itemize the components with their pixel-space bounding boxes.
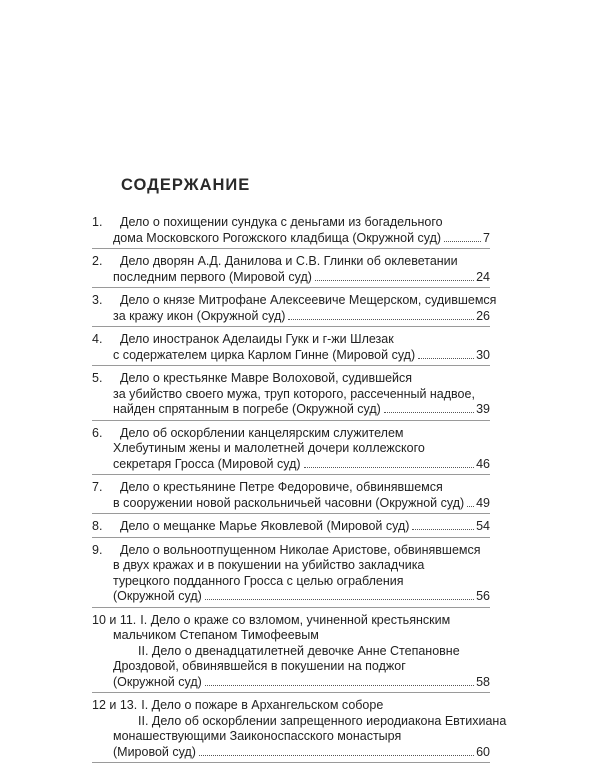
- entry-text: Дроздовой, обвинявшейся в покушении на поджог: [113, 659, 406, 673]
- page-number: 56: [476, 589, 490, 603]
- toc-entry-12-13[interactable]: [92, 698, 507, 763]
- entry-number: 1.: [92, 215, 103, 229]
- entry-number: 6.: [92, 425, 103, 440]
- entry-text: Дело об оскорблении канцелярским служителем: [120, 425, 404, 440]
- entry-text: монашествующими Заиконоспасского монастыря: [113, 729, 402, 743]
- entry-text: Дело о крестьянине Петре Федоровиче, обвинявшемся: [120, 480, 443, 494]
- page-number: 54: [476, 519, 490, 533]
- entry-number: 2.: [92, 254, 103, 268]
- leader-dots: [412, 529, 474, 530]
- entry-text: Дело о похищении сундука с деньгами из богадельного: [120, 215, 443, 229]
- entry-number: 3.: [92, 293, 103, 307]
- leader-dots: [199, 755, 474, 756]
- toc-entry-1[interactable]: [92, 215, 490, 249]
- entry-text: II. Дело об оскорблении запрещенного иеродиакона Евтихиана: [138, 713, 507, 728]
- entry-text: Хлебутиным жены и малолетней дочери коллежского: [113, 441, 425, 455]
- entry-text: I. Дело о пожаре в Архангельском соборе: [141, 698, 384, 712]
- entry-number: 9.: [92, 542, 103, 557]
- leader-dots: [418, 358, 474, 359]
- table-of-contents: [92, 215, 507, 768]
- page-number: 30: [476, 347, 490, 362]
- entry-text: с содержателем цирка Карлом Гинне (Мировой суд): [113, 347, 416, 362]
- page-number: 60: [476, 744, 490, 759]
- leader-dots: [384, 412, 474, 413]
- toc-entry-7[interactable]: [92, 480, 490, 514]
- entry-text: I. Дело о краже со взломом, учиненной крестьянским: [140, 612, 451, 627]
- entry-text: (Мировой суд): [113, 744, 196, 759]
- entry-text: Дело о крестьянке Мавре Волоховой, судившейся: [120, 371, 413, 385]
- leader-dots: [315, 280, 474, 281]
- page-number: 39: [476, 402, 490, 416]
- entry-number: 4.: [92, 332, 103, 346]
- leader-dots: [467, 506, 474, 507]
- page-number: 26: [476, 308, 490, 323]
- page-number: 7: [483, 230, 490, 245]
- entry-number: 10 и 11.: [92, 612, 137, 627]
- entry-number: 5.: [92, 371, 103, 385]
- entry-text: турецкого подданного Гросса с целью ограбления: [113, 573, 404, 588]
- entry-text: Дело о мещанке Марье Яковлевой (Мировой суд): [120, 519, 410, 533]
- leader-dots: [205, 599, 474, 600]
- leader-dots: [444, 241, 481, 242]
- page-number: 58: [476, 674, 490, 689]
- entry-text: секретаря Гросса (Мировой суд): [113, 456, 301, 471]
- toc-entry-2[interactable]: [92, 254, 490, 288]
- page-title: СОДЕРЖАНИЕ: [121, 176, 251, 194]
- entry-text: (Окружной суд): [113, 674, 202, 689]
- entry-text: за кражу икон (Окружной суд): [113, 308, 286, 323]
- toc-entry-6[interactable]: [92, 426, 490, 476]
- page-number: 49: [476, 495, 490, 510]
- entry-text: найден спрятанным в погребе (Окружной суд): [113, 402, 381, 416]
- page-number: 24: [476, 269, 490, 284]
- entry-text: II. Дело о двенадцатилетней девочке Анне Степановне: [138, 643, 460, 658]
- toc-entry-9[interactable]: [92, 543, 490, 608]
- leader-dots: [205, 685, 474, 686]
- toc-entry-5[interactable]: [92, 371, 490, 421]
- entry-number: 8.: [92, 519, 103, 533]
- entry-text: мальчиком Степаном Тимофеевым: [113, 628, 319, 642]
- toc-entry-4[interactable]: [92, 332, 490, 366]
- leader-dots: [304, 467, 475, 468]
- entry-text: за убийство своего мужа, труп которого, рассеченный надвое,: [113, 386, 475, 401]
- page-number: 46: [476, 456, 490, 471]
- entry-text: дома Московского Рогожского кладбища (Окружной суд): [113, 230, 442, 245]
- entry-number: 12 и 13.: [92, 698, 138, 712]
- entry-text: (Окружной суд): [113, 589, 202, 603]
- entry-text: Дело иностранок Аделаиды Гукк и г-жи Шлезак: [120, 332, 394, 346]
- entry-text: Дело о вольноотпущенном Николае Аристове, обвинявшемся: [120, 542, 481, 557]
- entry-text: последним первого (Мировой суд): [113, 269, 312, 284]
- entry-text: Дело дворян А.Д. Данилова и С.В. Глинки об оклеветании: [120, 254, 458, 268]
- entry-text: Дело о князе Митрофане Алексеевиче Мещерском, судившемся: [120, 293, 497, 307]
- toc-entry-3[interactable]: [92, 293, 497, 327]
- entry-text: в сооружении новой раскольничьей часовни (Окружной суд): [113, 495, 465, 510]
- leader-dots: [288, 319, 474, 320]
- toc-entry-10-11[interactable]: [92, 613, 490, 694]
- toc-entry-8[interactable]: [92, 519, 490, 538]
- entry-number: 7.: [92, 480, 103, 494]
- entry-text: в двух кражах и в покушении на убийство закладчика: [113, 558, 425, 572]
